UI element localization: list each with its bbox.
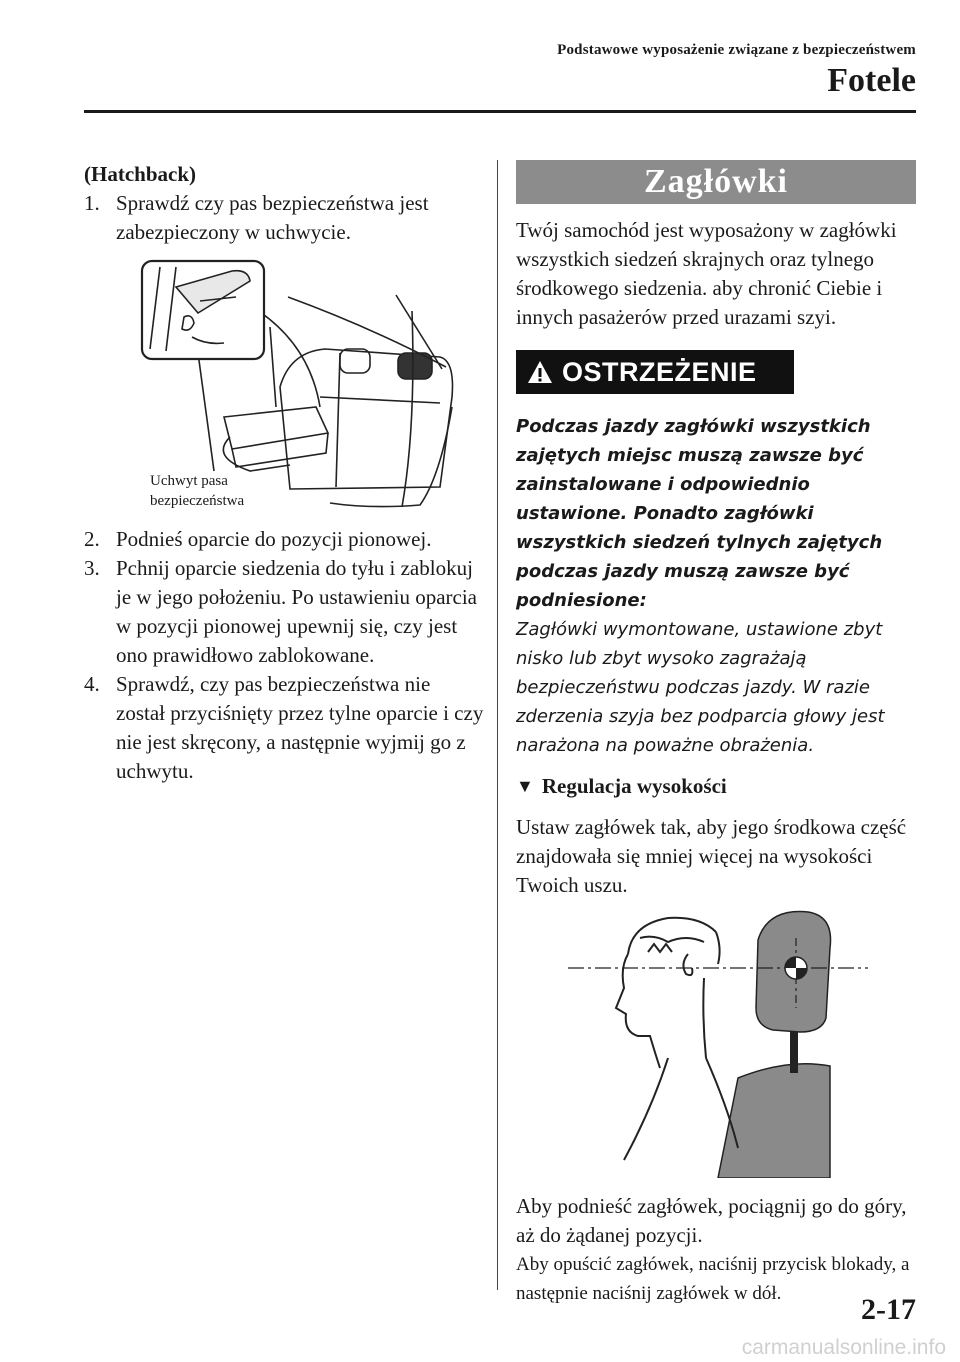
- step-1: [84, 189, 484, 247]
- heading-text: Regulacja wysokości: [541, 774, 727, 798]
- lower-paragraph: Aby opuścić zagłówek, naciśnij przycisk blokady, a następnie naciśnij zagłówek w dół.: [516, 1254, 910, 1304]
- step-number: 1.: [84, 191, 100, 215]
- figure-caption: [150, 471, 244, 511]
- page-title: Fotele: [827, 62, 916, 99]
- headrest-figure: [568, 908, 868, 1178]
- step-text: Podnieś oparcie do pozycji pionowej.: [116, 527, 432, 551]
- step-4: [84, 670, 484, 786]
- left-column: [84, 160, 484, 786]
- step-number: 2.: [84, 527, 100, 551]
- right-column: [516, 160, 916, 1308]
- step-text: Sprawdź czy pas bezpieczeństwa jest zabezpieczony w uchwycie.: [116, 191, 429, 244]
- warning-text-block: [516, 412, 916, 760]
- step-text: Pchnij oparcie siedzenia do tyłu i zablokuj je w jego położeniu. Po ustawieniu oparcia w pozycji pionowej upewnij się, czy jest ono prawidłowo zablokowane.: [116, 556, 477, 667]
- adjust-paragraph: Ustaw zagłówek tak, aby jego środkowa część znajdowała się mniej więcej na wysokości Twoich uszu.: [516, 815, 907, 897]
- intro-paragraph: Twój samochód jest wyposażony w zagłówki wszystkich siedzeń skrajnych oraz tylnego środkowego siedzenia. aby chronić Ciebie i innych pasażerów przed urazami szyi.: [516, 218, 897, 329]
- page-number: 2-17: [861, 1293, 916, 1326]
- figure-caption-line1: Uchwyt pasa: [150, 473, 228, 489]
- head-headrest-illustration: [568, 908, 868, 1178]
- header-divider: [84, 110, 916, 113]
- hatchback-subheading: (Hatchback): [84, 162, 196, 186]
- column-divider: [497, 160, 498, 1290]
- step-text: Sprawdź, czy pas bezpieczeństwa nie został przyciśnięty przez tylne oparcie i czy nie jest skręcony, a następnie wyjmij go z uchwytu.: [116, 672, 484, 783]
- seatbelt-holder-figure: [140, 257, 460, 517]
- warning-label: OSTRZEŻENIE: [562, 356, 757, 387]
- remaining-steps: [84, 525, 484, 786]
- warning-body-text: Zagłówki wymontowane, ustawione zbyt nisko lub zbyt wysoko zagrażają bezpieczeństwu podczas jazdy. W razie zderzenia szyja bez podparcia głowy jest narażona na poważne obrażenia.: [516, 619, 885, 756]
- warning-triangle-icon: [526, 359, 554, 385]
- step-2: [84, 525, 484, 554]
- height-adjust-heading: [516, 772, 916, 801]
- watermark: carmanualsonline.info: [741, 1336, 946, 1359]
- warning-label-box: [516, 350, 794, 394]
- section-banner: Zagłówki: [516, 160, 916, 204]
- step-number: 3.: [84, 556, 100, 580]
- warning-bold-text: Podczas jazdy zagłówki wszystkich zajętych miejsc muszą zawsze być zainstalowane i odpowiednio ustawione. Ponadto zagłówki wszystkich siedzeń tylnych zajętych podczas jazdy muszą zawsze być podniesione:: [516, 416, 883, 611]
- header-subtitle: Podstawowe wyposażenie związane z bezpieczeństwem: [557, 42, 916, 58]
- step-3: [84, 554, 484, 670]
- figure-caption-line2: bezpieczeństwa: [150, 493, 245, 509]
- raise-paragraph: Aby podnieść zagłówek, pociągnij go do góry, aż do żądanej pozycji.: [516, 1194, 907, 1247]
- triangle-down-icon: ▼: [516, 776, 534, 796]
- step-number: 4.: [84, 672, 100, 696]
